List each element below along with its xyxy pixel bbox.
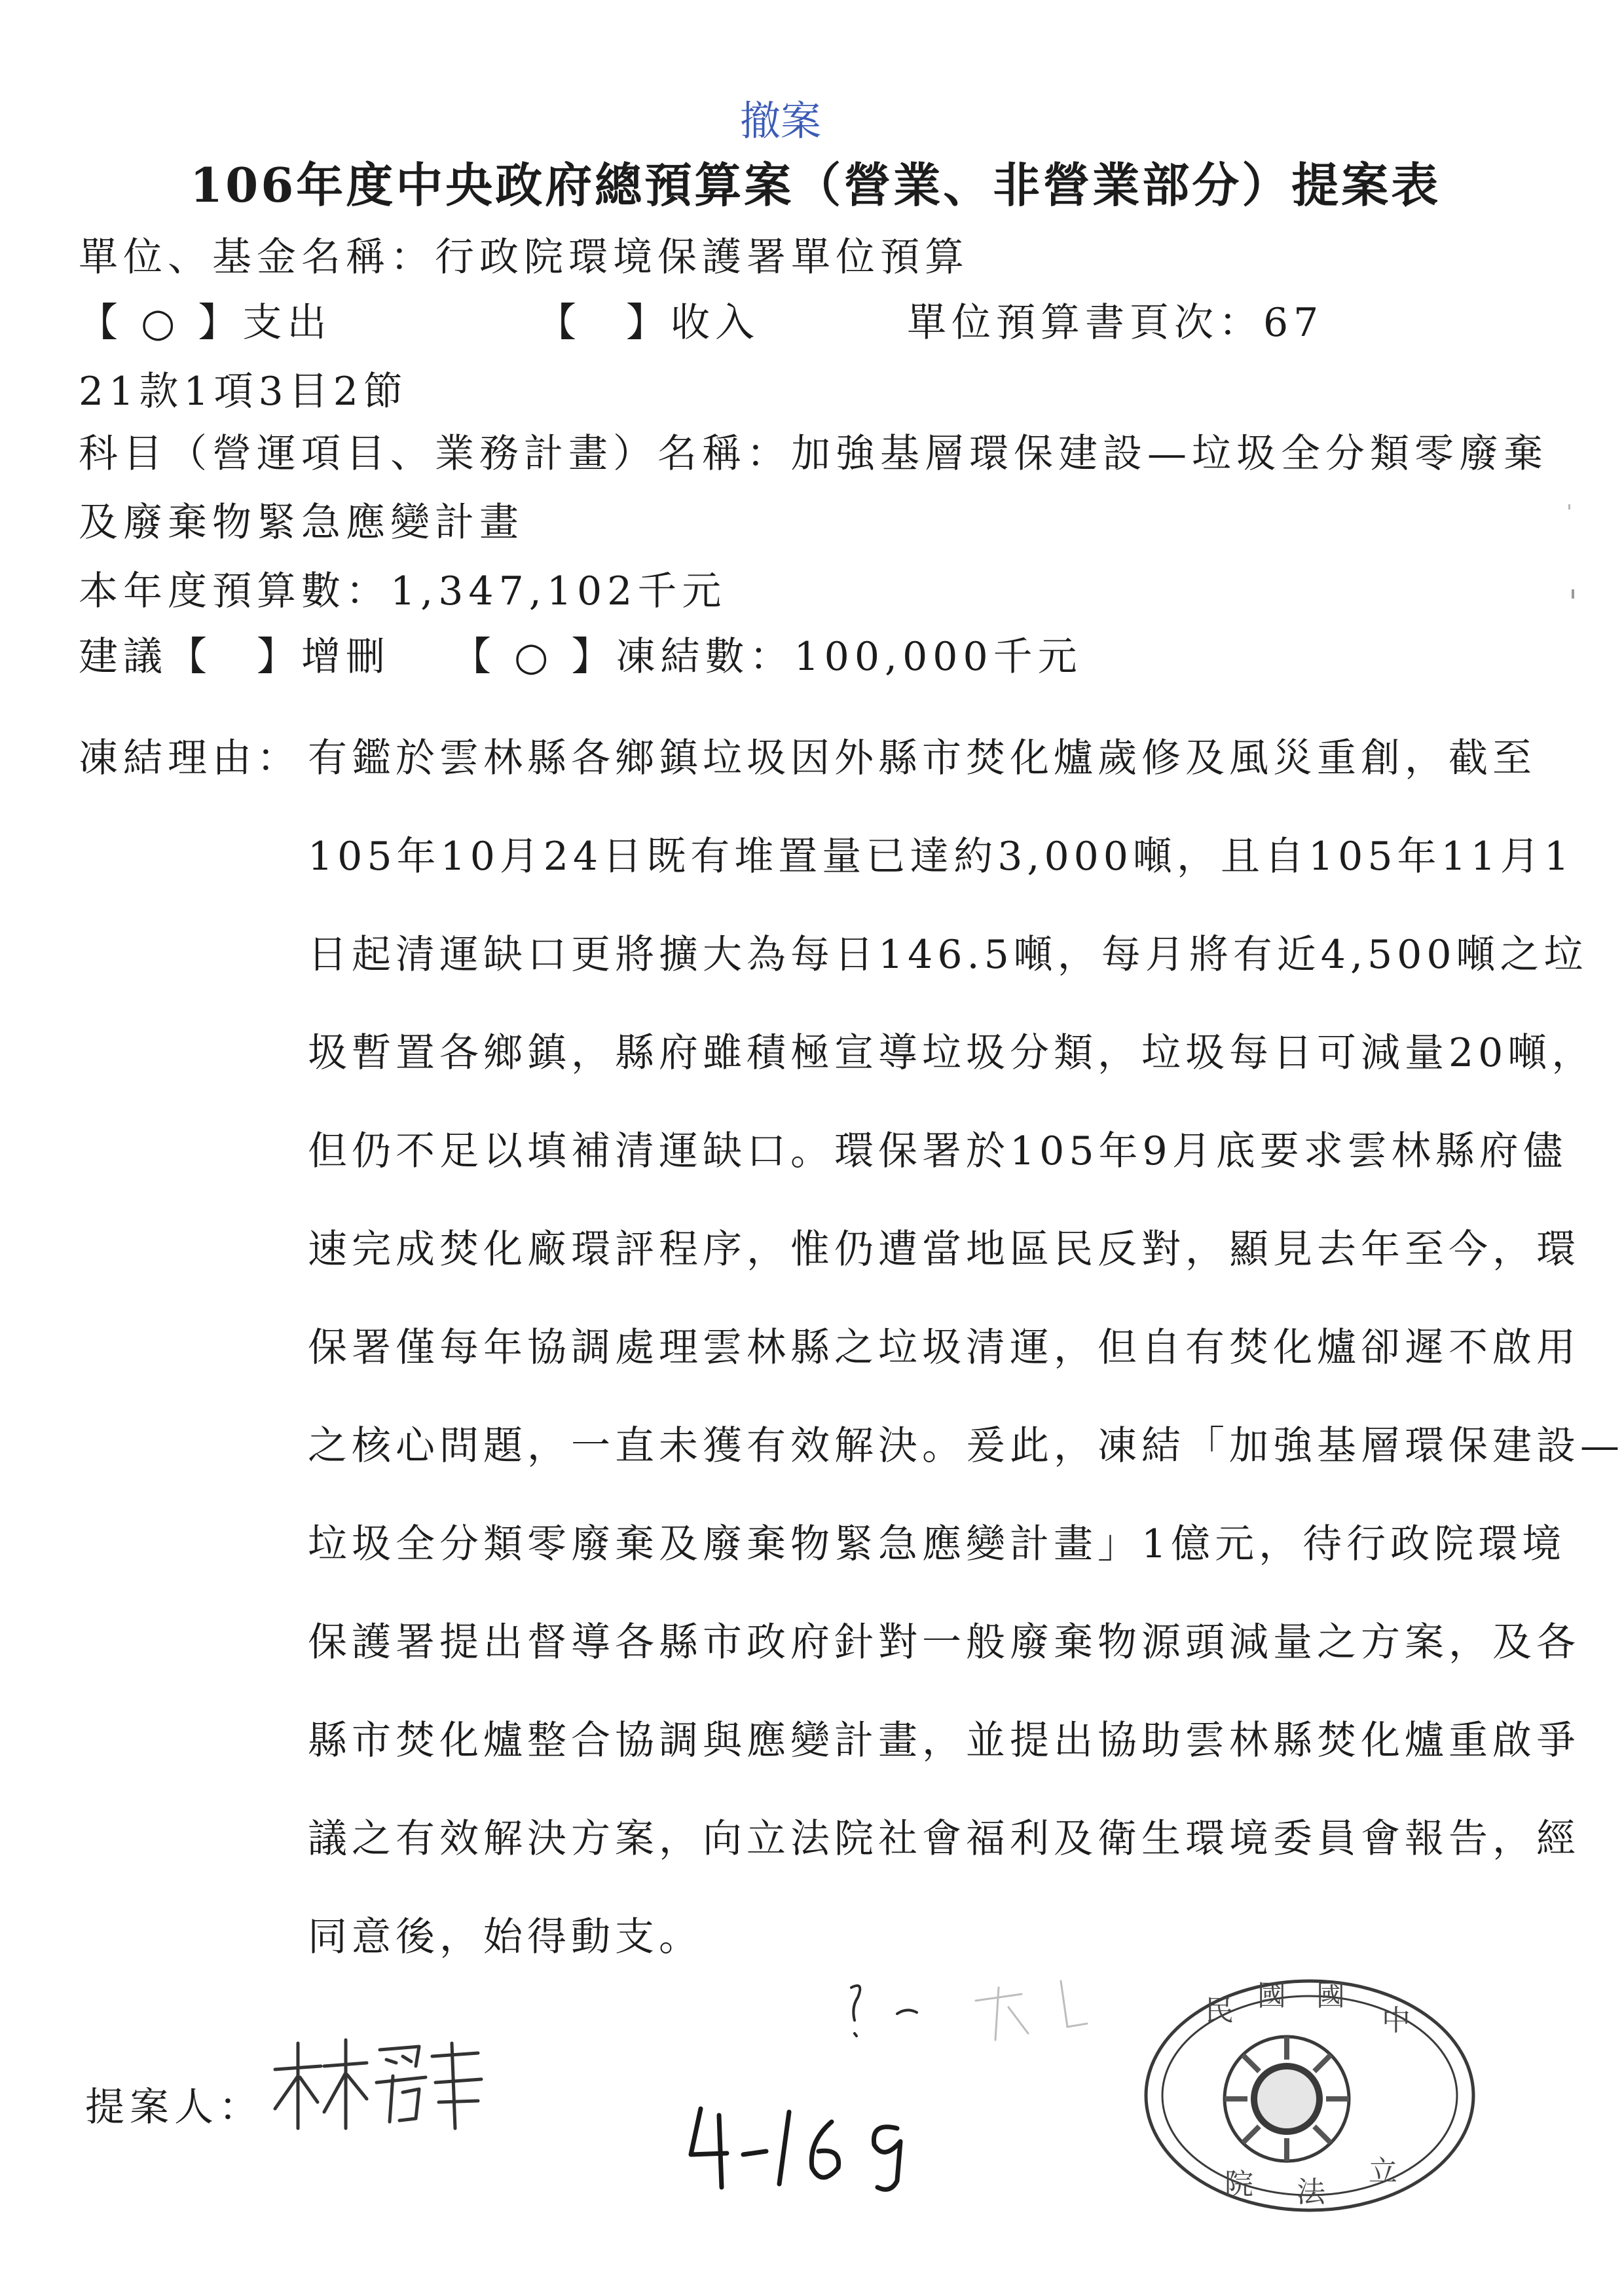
reason-line: 105年10月24日既有堆置量已達約3,000噸，且自105年11月1 <box>308 834 1574 880</box>
budget-section: 21款1項3目2節 <box>79 369 408 415</box>
suggest-cut: 建議【 】增刪 <box>79 634 390 680</box>
scan-speck <box>1568 504 1570 509</box>
legislative-yuan-seal <box>1126 1958 1493 2233</box>
svg-text:院: 院 <box>1225 2168 1253 2201</box>
handwritten-marks <box>812 1968 1113 2053</box>
unit-fund-name: 單位、基金名稱：行政院環境保護署單位預算 <box>79 234 969 280</box>
suggest-freeze: 【 ○ 】凍結數：100,000千元 <box>452 634 1082 680</box>
reason-line: 縣市焚化爐整合協調與應變計畫，並提出協助雲林縣焚化爐重啟爭 <box>308 1718 1580 1764</box>
freeze-reason-label: 凍結理由： <box>79 735 301 781</box>
proposer-signature <box>262 2030 498 2141</box>
expense-checkbox: 【 ○ 】支出 <box>79 300 332 346</box>
svg-text:中: 中 <box>1382 2004 1411 2037</box>
reason-line: 但仍不足以填補清運缺口。環保署於105年9月底要求雲林縣府儘 <box>308 1128 1567 1174</box>
svg-text:民: 民 <box>1205 1994 1234 2028</box>
budget-amount: 本年度預算數：1,347,102千元 <box>79 568 727 614</box>
proposer-label: 提案人： <box>85 2084 263 2130</box>
reason-line: 圾暫置各鄉鎮，縣府雖積極宣導垃圾分類，垃圾每日可減量20噸， <box>308 1030 1596 1076</box>
income-checkbox: 【 】收入 <box>537 300 760 346</box>
reason-line: 之核心問題，一直未獲有效解決。爰此，凍結「加強基層環保建設— <box>308 1423 1624 1469</box>
reason-line: 議之有效解決方案，向立法院社會福利及衛生環境委員會報告，經 <box>308 1816 1580 1862</box>
budget-page: 單位預算書頁次：67 <box>907 300 1324 346</box>
svg-text:國: 國 <box>1316 1979 1345 2012</box>
scan-speck <box>1572 589 1574 599</box>
reason-line: 日起清運缺口更將擴大為每日146.5噸，每月將有近4,500噸之垃 <box>308 932 1588 978</box>
reason-line: 速完成焚化廠環評程序，惟仍遭當地區民反對，顯見去年至今，環 <box>308 1227 1580 1272</box>
reason-line: 同意後，始得動支。 <box>308 1914 703 1960</box>
reason-line: 有鑑於雲林縣各鄉鎮垃圾因外縣市焚化爐歲修及風災重創，截至 <box>308 735 1536 781</box>
svg-text:法: 法 <box>1297 2176 1325 2209</box>
svg-text:立: 立 <box>1369 2155 1397 2188</box>
reason-line: 保署僅每年協調處理雲林縣之垃圾清運，但自有焚化爐卻遲不啟用 <box>308 1325 1580 1371</box>
reason-line: 垃圾全分類零廢棄及廢棄物緊急應變計畫」1億元，待行政院環境 <box>308 1521 1566 1567</box>
reason-line: 保護署提出督導各縣市政府針對一般廢棄物源頭減量之方案，及各 <box>308 1620 1580 1665</box>
subject-name-line2: 及廢棄物緊急應變計畫 <box>79 500 524 546</box>
page-title: 106年度中央政府總預算案（營業、非營業部分）提案表 <box>190 157 1441 213</box>
withdrawn-stamp: 撤案 <box>740 97 822 145</box>
subject-name-line1: 科目（營運項目、業務計畫）名稱：加強基層環保建設—垃圾全分類零廢棄 <box>79 431 1548 477</box>
page-number <box>681 2083 956 2200</box>
svg-text:國: 國 <box>1257 1979 1286 2012</box>
